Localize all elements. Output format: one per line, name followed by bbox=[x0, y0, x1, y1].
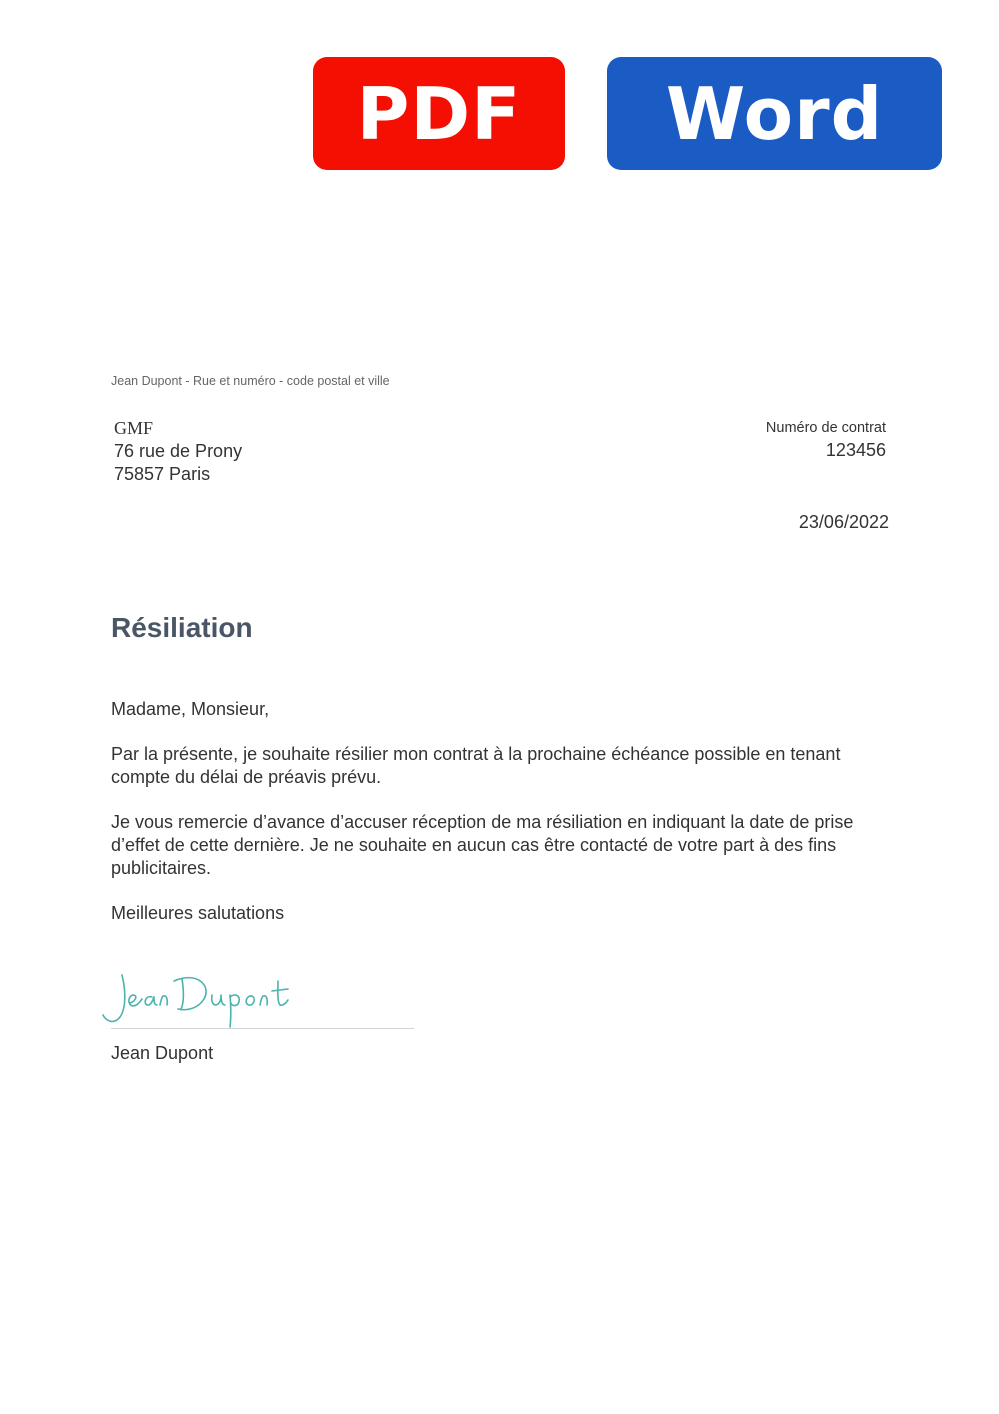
contract-label: Numéro de contrat bbox=[765, 420, 886, 436]
paragraph-2: Je vous remercie d’avance d’accuser réception de ma résiliation en indiquant la date de prise d’effet de cette dernière. Je ne souhaite en aucun cas être contacté de votre part à des fins publicitaires. bbox=[111, 812, 854, 878]
salutation: Madame, Monsieur, bbox=[111, 699, 270, 719]
signature-name: Jean Dupont bbox=[111, 1043, 214, 1063]
contract-number: 123456 bbox=[825, 440, 886, 460]
letter-body bbox=[111, 698, 901, 947]
contract-block bbox=[766, 420, 886, 464]
recipient-name: GMF bbox=[114, 418, 154, 438]
recipient-city: 75857 Paris bbox=[114, 464, 211, 484]
letter-date: 23/06/2022 bbox=[798, 512, 889, 532]
recipient-street: 76 rue de Prony bbox=[114, 441, 243, 461]
pdf-download-button[interactable]: PDF bbox=[313, 57, 565, 170]
paragraph-1: Par la présente, je souhaite résilier mon contrat à la prochaine échéance possible en tenant compte du délai de préavis prévu. bbox=[111, 744, 841, 787]
letter-subject: Résiliation bbox=[111, 612, 253, 643]
signature-line bbox=[111, 1028, 414, 1029]
handwritten-signature bbox=[100, 965, 310, 1035]
recipient-address bbox=[114, 417, 242, 486]
closing: Meilleures salutations bbox=[111, 903, 285, 923]
sender-address: Jean Dupont - Rue et numéro - code postal et ville bbox=[111, 374, 390, 388]
word-download-button[interactable]: Word bbox=[607, 57, 942, 170]
